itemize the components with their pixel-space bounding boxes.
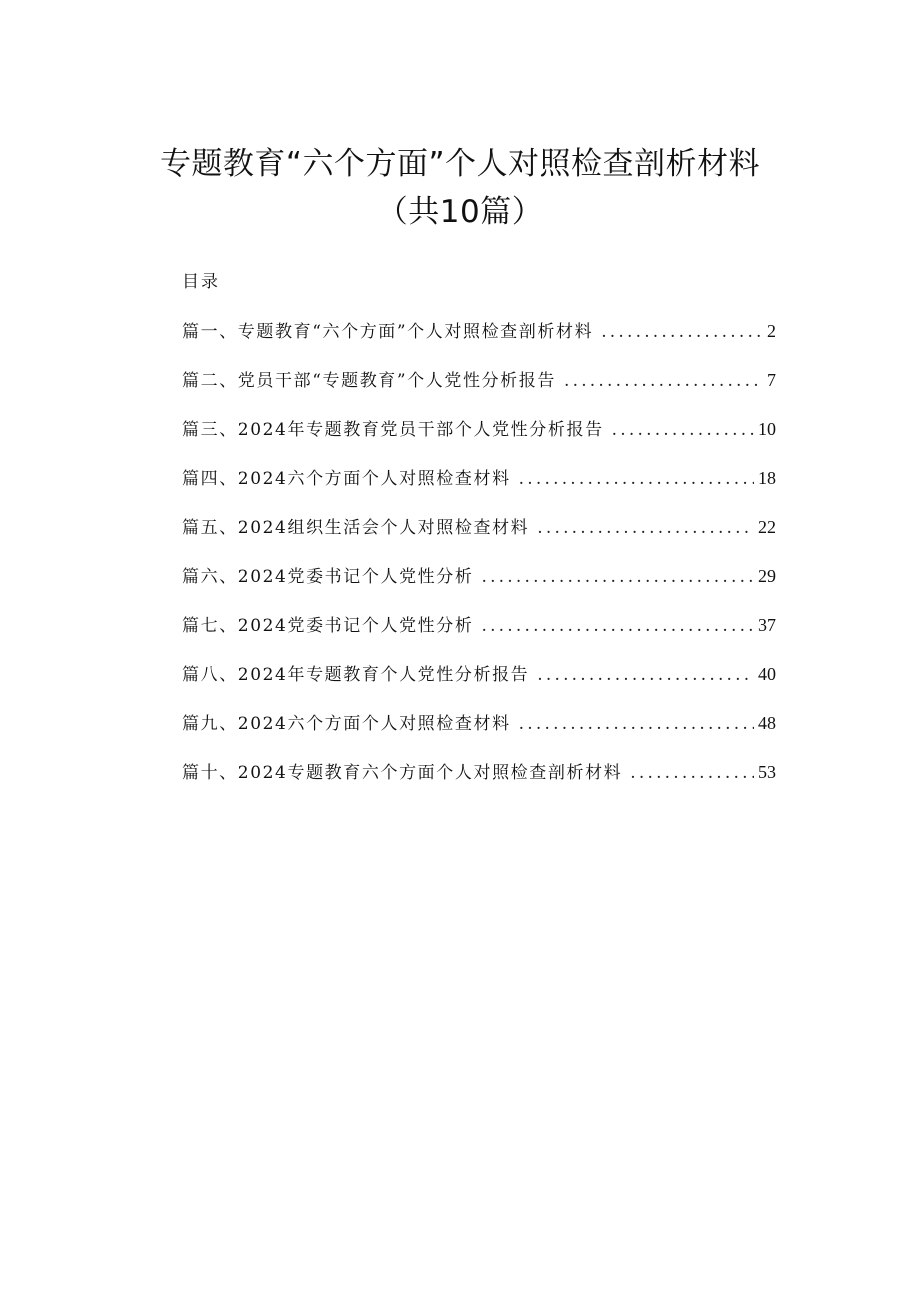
- toc-entry-6[interactable]: [182, 563, 776, 612]
- toc-entry-label: 篇四、2024六个方面个人对照检查材料: [182, 469, 511, 489]
- toc-entry-page: 2: [767, 321, 776, 341]
- toc-entry-page: 7: [767, 370, 776, 390]
- toc-entry-label: 篇六、2024党委书记个人党性分析: [182, 567, 474, 587]
- toc-entry-9[interactable]: [182, 710, 776, 759]
- toc-entry-4[interactable]: [182, 465, 776, 514]
- toc-entry-page: 53: [758, 762, 776, 782]
- toc-entry-page: 48: [758, 713, 776, 733]
- toc-entry-label: 篇九、2024六个方面个人对照检查材料: [182, 714, 511, 734]
- toc-leader-dots: [481, 613, 754, 639]
- toc-entry-page: 29: [758, 566, 776, 586]
- toc-entry-page: 22: [758, 517, 776, 537]
- toc-entry-label: 篇七、2024党委书记个人党性分析: [182, 616, 474, 636]
- toc-entry-3[interactable]: [182, 416, 776, 465]
- toc-entry-7[interactable]: [182, 612, 776, 661]
- toc-entry-label: 篇二、党员干部“专题教育”个人党性分析报告: [182, 371, 556, 391]
- toc-entry-1[interactable]: [182, 318, 776, 367]
- toc-leader-dots: [537, 515, 754, 541]
- toc-entry-2[interactable]: [182, 367, 776, 416]
- toc-leader-dots: [519, 711, 754, 737]
- toc-leader-dots: [519, 466, 754, 492]
- toc-entry-label: 篇十、2024专题教育六个方面个人对照检查剖析材料: [182, 763, 623, 783]
- toc-entry-label: 篇五、2024组织生活会个人对照检查材料: [182, 518, 530, 538]
- toc-entry-page: 40: [758, 664, 776, 684]
- toc-entry-page: 18: [758, 468, 776, 488]
- toc-leader-dots: [601, 319, 763, 345]
- toc-entry-10[interactable]: [182, 759, 776, 808]
- toc-leader-dots: [630, 760, 754, 786]
- toc-leader-dots: [564, 368, 763, 394]
- toc-entry-label: 篇三、2024年专题教育党员干部个人党性分析报告: [182, 420, 604, 440]
- toc-entry-label: 篇八、2024年专题教育个人党性分析报告: [182, 665, 530, 685]
- toc-heading: 目录: [182, 272, 220, 292]
- toc-entry-5[interactable]: [182, 514, 776, 563]
- table-of-contents: [182, 318, 776, 808]
- toc-entry-page: 37: [758, 615, 776, 635]
- toc-leader-dots: [481, 564, 754, 590]
- document-title: 专题教育“六个方面”个人对照检查剖析材料（共10篇）: [159, 146, 761, 230]
- toc-leader-dots: [537, 662, 754, 688]
- toc-entry-label: 篇一、专题教育“六个方面”个人对照检查剖析材料: [182, 322, 594, 342]
- toc-leader-dots: [612, 417, 754, 443]
- toc-entry-8[interactable]: [182, 661, 776, 710]
- toc-entry-page: 10: [758, 419, 776, 439]
